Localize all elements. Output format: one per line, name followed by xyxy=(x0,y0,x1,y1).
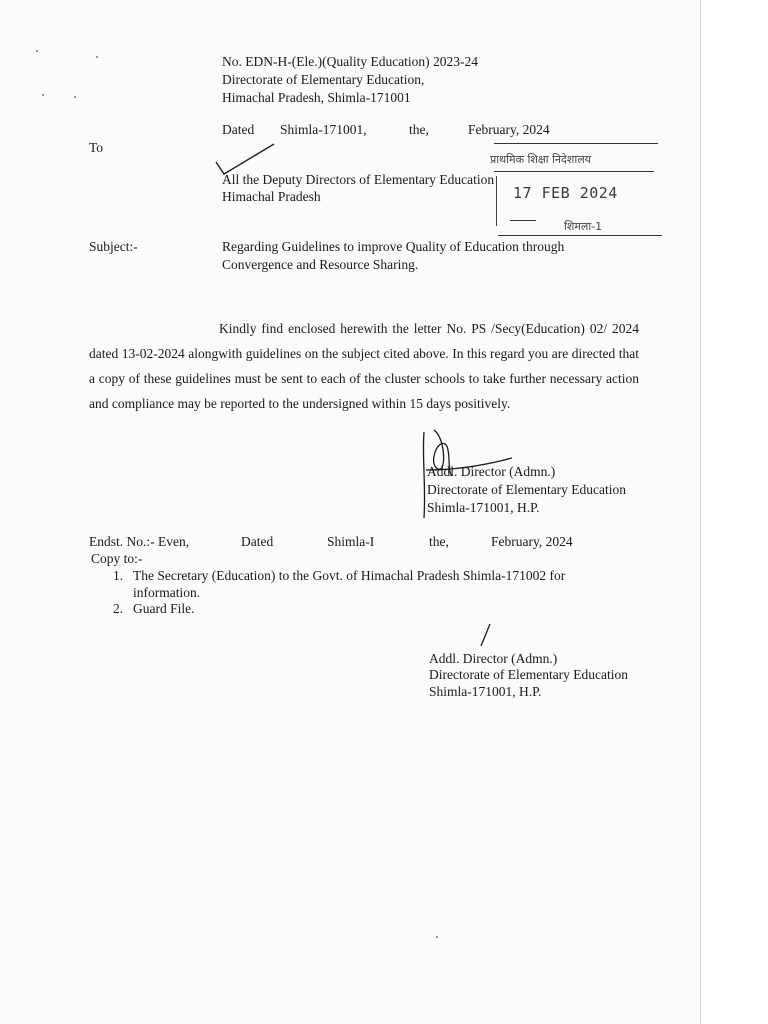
signature-2-icon xyxy=(476,622,496,648)
endst-the: the, xyxy=(429,534,449,549)
stamp-date: 17 FEB 2024 xyxy=(513,184,618,202)
signatory-1-office: Directorate of Elementary Education xyxy=(427,482,627,497)
signatory-2-title: Addl. Director (Admn.) xyxy=(429,651,558,666)
addressee-line: All the Deputy Directors of Elementary Education xyxy=(222,172,495,187)
scan-speck xyxy=(74,96,76,98)
endst-month: February, 2024 xyxy=(491,534,573,549)
scan-speck xyxy=(42,94,44,96)
stamp-dash xyxy=(510,220,536,221)
file-number: No. EDN-H-(Ele.)(Quality Education) 2023-24 xyxy=(222,54,479,69)
copy-item-1-number: 1. xyxy=(113,568,124,583)
signatory-2-address: Shimla-171001, H.P. xyxy=(429,684,542,699)
dated-month: February, 2024 xyxy=(468,122,550,137)
office-address: Himachal Pradesh, Shimla-171001 xyxy=(222,90,411,105)
stamp-divider xyxy=(494,171,654,172)
stamp-border xyxy=(494,143,658,144)
dated-place: Shimla-171001, xyxy=(280,122,367,137)
subject-line-2: Convergence and Resource Sharing. xyxy=(222,257,419,272)
copy-item-2-number: 2. xyxy=(113,601,124,616)
stamp-place: शिमला-1 xyxy=(564,220,603,233)
body-text: Kindly find enclosed herewith the letter No. PS /Secy(Education) 02/ 2024 dated 13-02-2024 alongwith guidelines on the subject cited above. In this regard you are directed that a copy of these guidelines must be sent to each of the cluster schools to take further necessary action and compliance may be reported to the undersigned within 15 days positively. xyxy=(89,321,639,411)
dated-the: the, xyxy=(409,122,429,137)
copy-item-1-line-1: The Secretary (Education) to the Govt. of Himachal Pradesh Shimla-171002 for xyxy=(133,568,566,583)
to-label: To xyxy=(89,140,104,155)
subject-line-1: Regarding Guidelines to improve Quality of Education through xyxy=(222,239,565,254)
signatory-2-office: Directorate of Elementary Education xyxy=(429,667,629,682)
dated-label: Dated xyxy=(222,122,255,137)
copy-to-label: Copy to:- xyxy=(91,551,143,566)
endst-number: Endst. No.:- Even, xyxy=(89,534,190,549)
signatory-1-address: Shimla-171001, H.P. xyxy=(427,500,540,515)
copy-item-2-line-1: Guard File. xyxy=(133,601,195,616)
subject-label: Subject:- xyxy=(89,239,138,254)
scan-speck xyxy=(96,56,98,58)
office-name: Directorate of Elementary Education, xyxy=(222,72,425,87)
copy-item-1-line-2: information. xyxy=(133,585,201,600)
scan-speck xyxy=(36,50,38,52)
stamp-side xyxy=(496,176,497,226)
scan-speck xyxy=(436,936,438,938)
stamp-bottom xyxy=(498,235,662,236)
signatory-1-title: Addl. Director (Admn.) xyxy=(427,464,556,479)
body-paragraph xyxy=(89,316,639,416)
endst-dated: Dated xyxy=(241,534,274,549)
addressee-state: Himachal Pradesh xyxy=(222,189,321,204)
endst-place: Shimla-I xyxy=(327,534,375,549)
stamp-office: प्राथमिक शिक्षा निदेशालय xyxy=(490,153,592,166)
receipt-stamp xyxy=(490,143,662,239)
